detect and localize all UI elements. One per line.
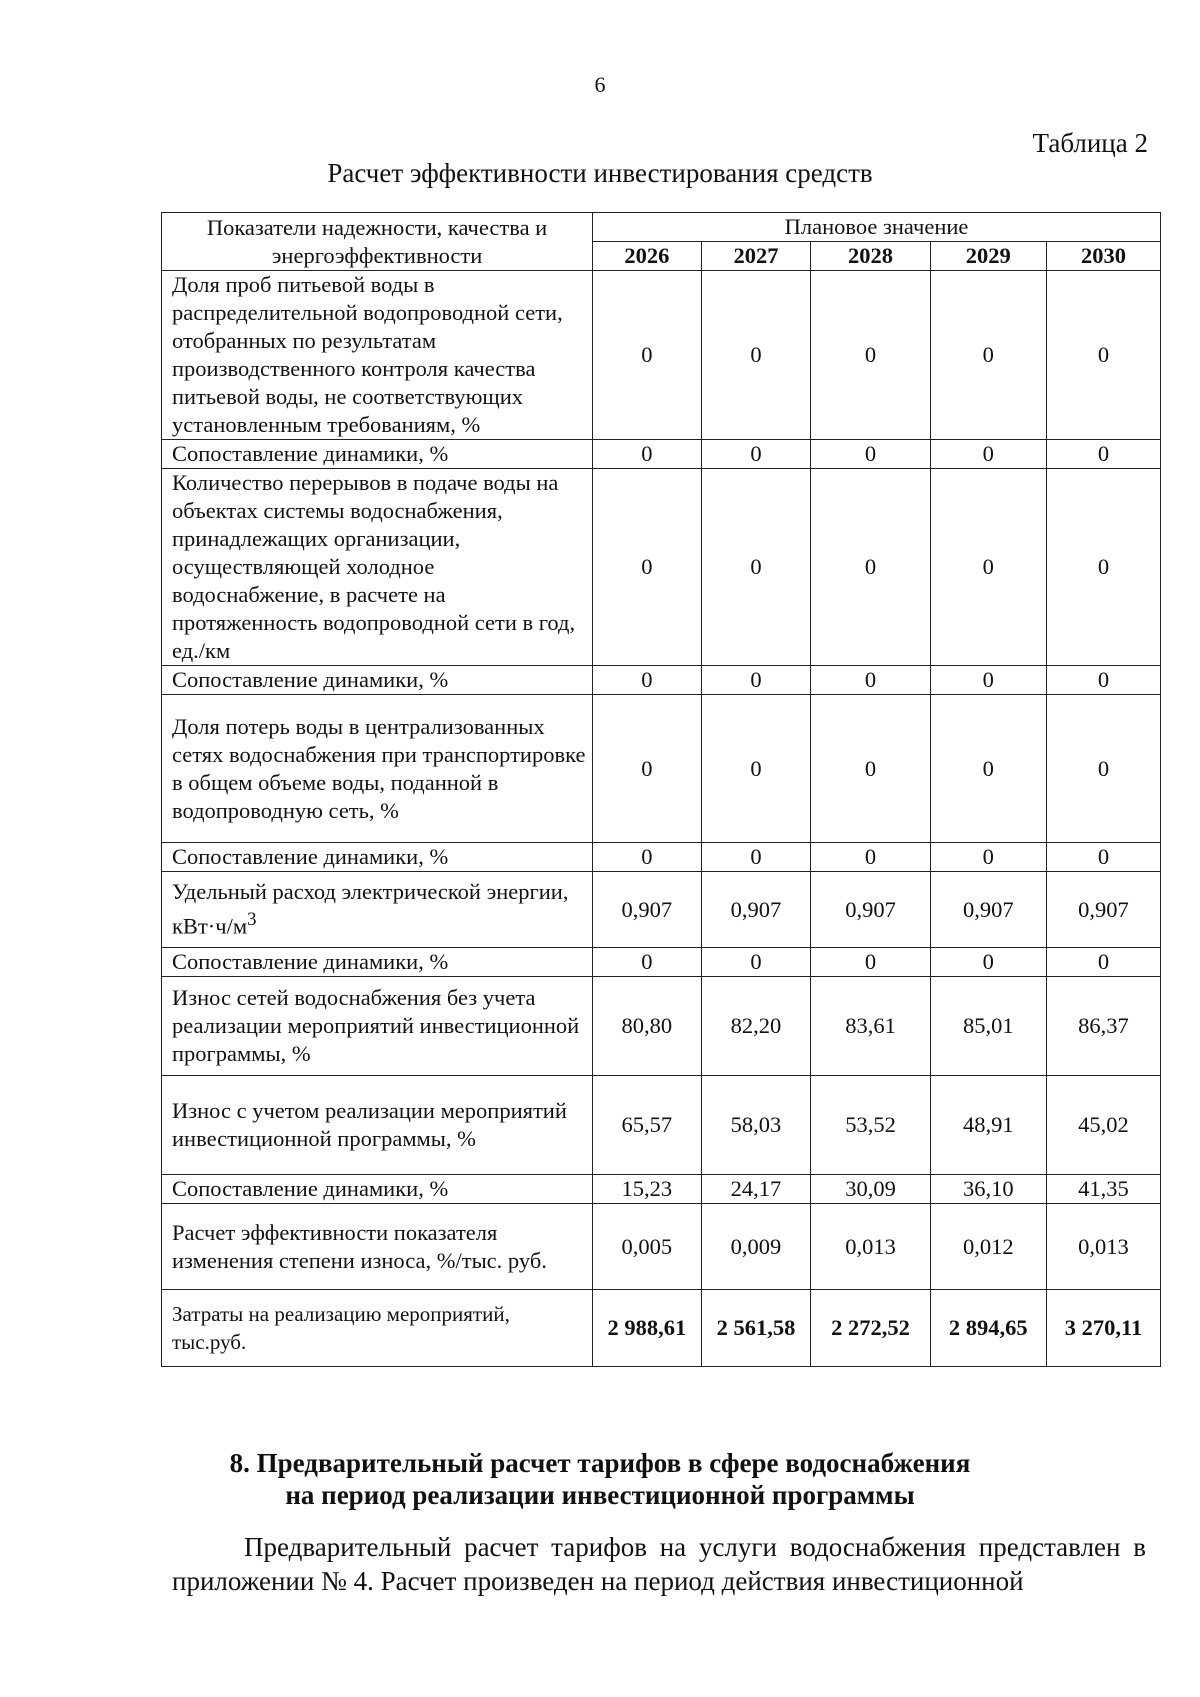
row-label: Количество перерывов в подаче воды на объектах системы водоснабжения, принадлежащих организации, осуществляющей холодное водоснабжение, в расчете на протяженность водопроводной сети в год, ед./км [162,469,593,666]
superscript: 3 [247,909,257,931]
row-value: 0 [593,666,702,695]
table-row [162,695,1161,843]
row-value: 83,61 [811,977,930,1076]
row-label: Сопоставление динамики, % [162,843,593,872]
header-year: 2027 [701,242,811,271]
header-indicator: Показатели надежности, качества и энергоэффективности [162,213,593,271]
row-value: 0 [1046,843,1160,872]
row-value: 0 [1046,440,1160,469]
header-year: 2026 [593,242,702,271]
row-value: 0 [701,440,811,469]
table-row [162,440,1161,469]
header-year: 2029 [930,242,1046,271]
row-label: Сопоставление динамики, % [162,666,593,695]
row-value: 0,907 [593,872,702,948]
row-value: 0 [1046,948,1160,977]
row-value: 0,907 [930,872,1046,948]
row-value: 41,35 [1046,1175,1160,1204]
table-row [162,872,1161,948]
row-label: Затраты на реализацию мероприятий, тыс.руб. [162,1290,593,1367]
row-value: 0 [701,666,811,695]
row-value: 58,03 [701,1076,811,1175]
row-value: 0 [811,695,930,843]
table-row [162,1204,1161,1290]
row-value: 24,17 [701,1175,811,1204]
row-value: 0,013 [811,1204,930,1290]
body-paragraph: Предварительный расчет тарифов на услуги водоснабжения представлен в приложении № 4. Расчет произведен на период действия инвестиционной [172,1532,1146,1596]
row-value: 0 [593,469,702,666]
row-value: 0 [593,695,702,843]
row-value: 85,01 [930,977,1046,1076]
row-value: 2 272,52 [811,1290,930,1367]
row-value: 0 [593,440,702,469]
efficiency-table [161,212,1161,1367]
row-value: 2 988,61 [593,1290,702,1367]
row-value: 3 270,11 [1046,1290,1160,1367]
table-row [162,1290,1161,1367]
row-value: 0,907 [1046,872,1160,948]
row-value: 0 [1046,695,1160,843]
row-value: 0 [930,440,1046,469]
row-value: 0 [593,271,702,440]
row-value: 0,013 [1046,1204,1160,1290]
row-value: 0 [930,843,1046,872]
table-row [162,1175,1161,1204]
row-value: 0,907 [811,872,930,948]
row-value: 0,907 [701,872,811,948]
row-value: 0,005 [593,1204,702,1290]
row-label: Расчет эффективности показателя изменения степени износа, %/тыс. руб. [162,1204,593,1290]
row-value: 0 [930,469,1046,666]
row-value: 0 [930,271,1046,440]
table-row [162,1076,1161,1175]
row-value: 0 [701,695,811,843]
row-value: 0 [811,666,930,695]
row-value: 48,91 [930,1076,1046,1175]
row-value: 30,09 [811,1175,930,1204]
row-label-text: Удельный расход электрической энергии, кВт·ч/м [172,879,569,939]
row-label: Сопоставление динамики, % [162,440,593,469]
row-label: Износ с учетом реализации мероприятий инвестиционной программы, % [162,1076,593,1175]
table-row [162,271,1161,440]
section-title [0,1447,1200,1511]
row-value: 2 894,65 [930,1290,1046,1367]
row-value: 0 [701,271,811,440]
row-value: 0 [811,948,930,977]
row-value: 0 [811,271,930,440]
row-value: 0 [593,948,702,977]
row-value: 0 [930,948,1046,977]
row-label: Доля проб питьевой воды в распределительной водопроводной сети, отобранных по результатам производственного контроля качества питьевой воды, не соответствующих установленным требованиям, % [162,271,593,440]
row-value: 0 [811,469,930,666]
row-value: 0,012 [930,1204,1046,1290]
row-value: 0 [811,440,930,469]
row-value: 0 [701,843,811,872]
table-row [162,469,1161,666]
row-value: 0,009 [701,1204,811,1290]
row-value: 80,80 [593,977,702,1076]
header-year: 2028 [811,242,930,271]
row-value: 0 [930,666,1046,695]
row-value: 0 [701,948,811,977]
row-value: 82,20 [701,977,811,1076]
row-label: Сопоставление динамики, % [162,948,593,977]
row-value: 0 [1046,469,1160,666]
row-value: 86,37 [1046,977,1160,1076]
row-value: 45,02 [1046,1076,1160,1175]
header-year: 2030 [1046,242,1160,271]
row-value: 0 [811,843,930,872]
row-label: Износ сетей водоснабжения без учета реализации мероприятий инвестиционной программы, % [162,977,593,1076]
row-value: 0 [1046,271,1160,440]
row-value: 53,52 [811,1076,930,1175]
row-value: 0 [701,469,811,666]
row-value: 65,57 [593,1076,702,1175]
row-label [162,872,593,948]
page-number: 6 [594,72,606,97]
row-value: 36,10 [930,1175,1046,1204]
section-title-line: 8. Предварительный расчет тарифов в сфере водоснабжения [229,1448,971,1478]
section-title-line: на период реализации инвестиционной программы [285,1480,915,1510]
row-value: 15,23 [593,1175,702,1204]
table-row [162,948,1161,977]
row-label: Сопоставление динамики, % [162,1175,593,1204]
header-plan: Плановое значение [593,213,1161,242]
table-row [162,843,1161,872]
table-title: Расчет эффективности инвестирования средств [327,158,873,188]
row-value: 0 [593,843,702,872]
table-label: Таблица 2 [1032,128,1148,158]
row-value: 0 [930,695,1046,843]
row-label: Доля потерь воды в централизованных сетях водоснабжения при транспортировке в общем объеме воды, поданной в водопроводную сеть, % [162,695,593,843]
table-row [162,666,1161,695]
row-value: 2 561,58 [701,1290,811,1367]
row-value: 0 [1046,666,1160,695]
table-row [162,977,1161,1076]
